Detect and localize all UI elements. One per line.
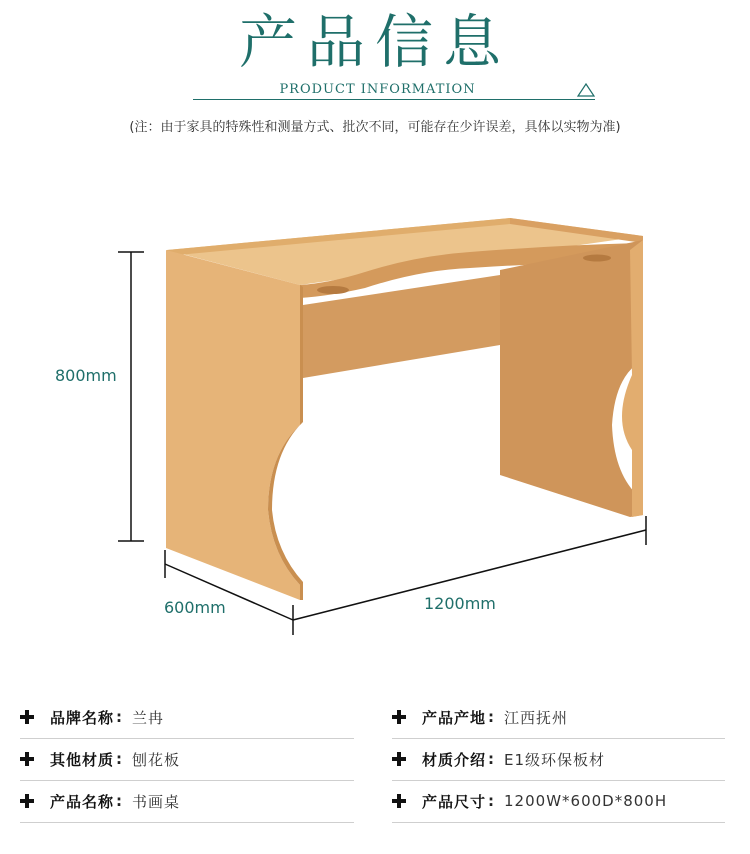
spec-key: 品牌名称 (50, 708, 115, 727)
measurement-note: (注：由于家具的特殊性和测量方式、批次不同，可能存在少许误差，具体以实物为准) (129, 120, 621, 135)
spec-value: 书画桌 (132, 792, 181, 811)
spec-value: 江西抚州 (504, 708, 569, 727)
spec-key: 产品产地 (422, 708, 487, 727)
plus-icon (20, 710, 34, 724)
spec-key: 其他材质 (50, 750, 115, 769)
page-title: 产品信息 (238, 8, 511, 76)
spec-value: 刨花板 (132, 750, 181, 769)
spec-row-brand: 品牌名称 : 兰冉 (20, 696, 354, 739)
spec-row-material-intro: 材质介绍 : E1级环保板材 (392, 738, 725, 781)
spec-row-size: 产品尺寸 : 1200W*600D*800H (392, 780, 725, 823)
desk-right-panel (500, 240, 643, 517)
plus-icon (392, 710, 406, 724)
page-subtitle: PRODUCT INFORMATION (245, 82, 510, 98)
plus-icon (392, 752, 406, 766)
spec-value: 兰冉 (132, 708, 165, 727)
plus-icon (20, 794, 34, 808)
spec-key: 产品尺寸 (422, 792, 487, 811)
plus-icon (20, 752, 34, 766)
spec-row-material: 其他材质 : 刨花板 (20, 738, 354, 781)
spec-value: 1200W*600D*800H (504, 792, 668, 810)
depth-label: 600mm (164, 598, 226, 617)
spec-row-product-name: 产品名称 : 书画桌 (20, 780, 354, 823)
spec-key: 产品名称 (50, 792, 115, 811)
spec-value: E1级环保板材 (504, 750, 606, 769)
height-label: 800mm (55, 366, 117, 385)
width-label: 1200mm (424, 594, 496, 613)
spec-key: 材质介绍 (422, 750, 487, 769)
spec-row-origin: 产品产地 : 江西抚州 (392, 696, 725, 739)
plus-icon (392, 794, 406, 808)
